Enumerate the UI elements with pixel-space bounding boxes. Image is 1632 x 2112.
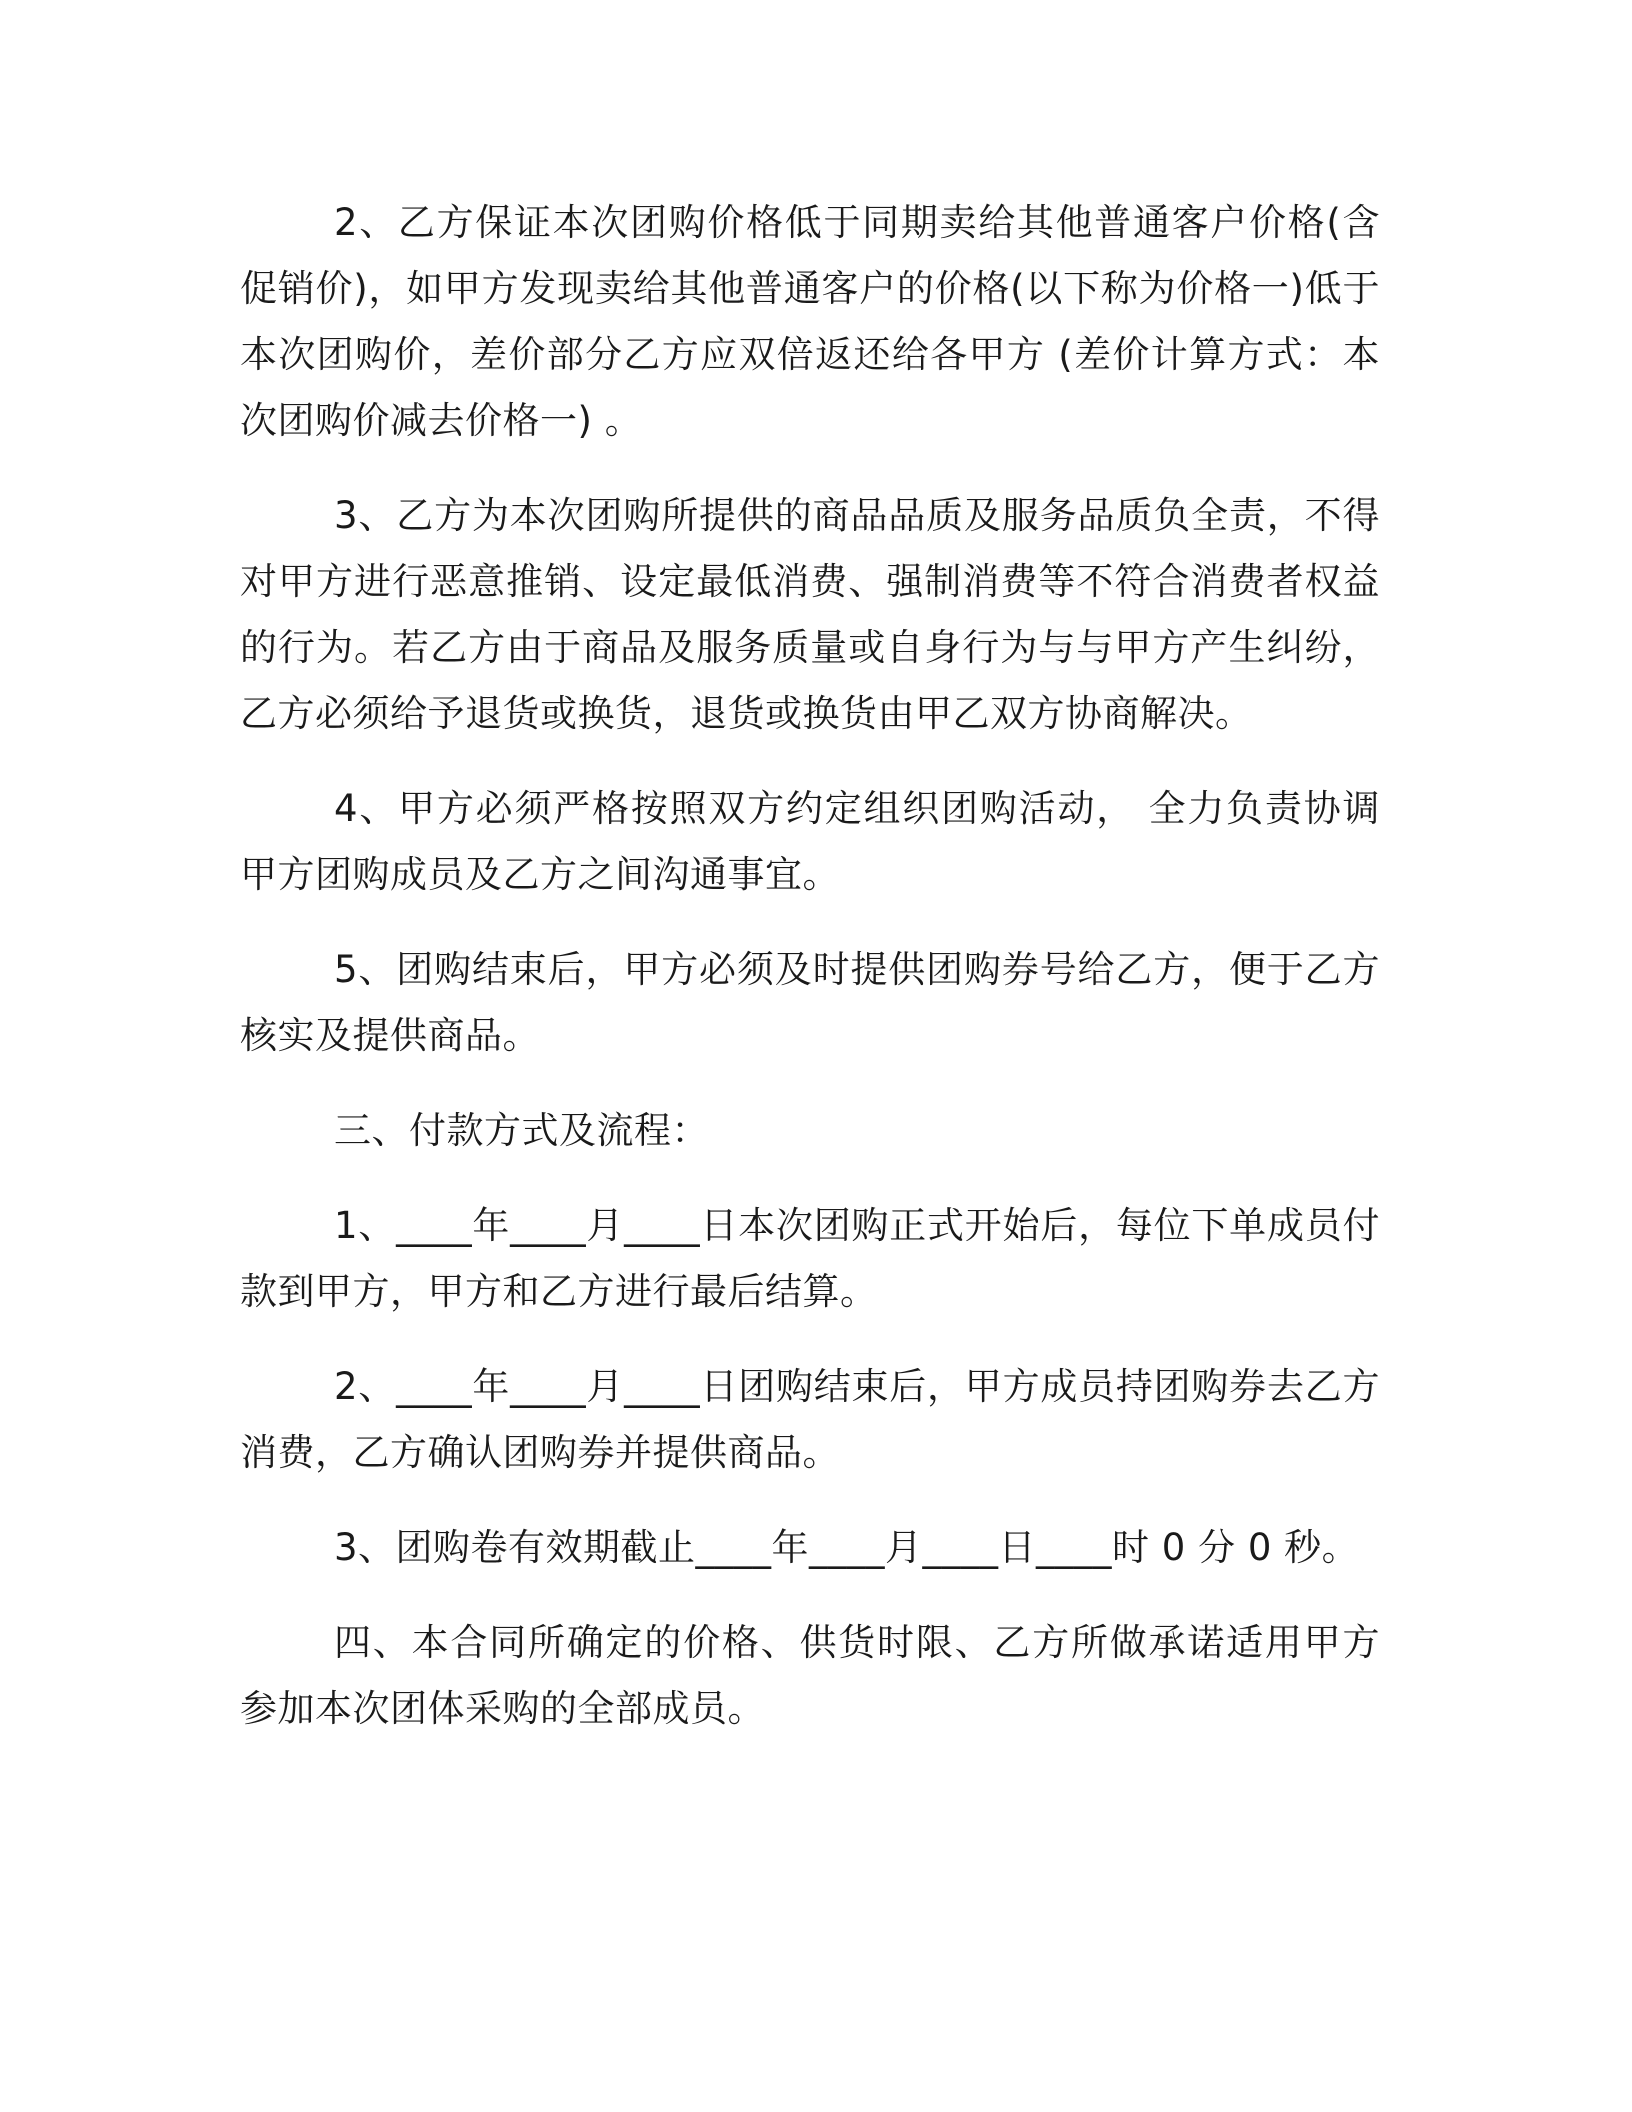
- clause-2-price-guarantee: 2、乙方保证本次团购价格低于同期卖给其他普通客户价格(含促销价)，如甲方发现卖给其他普通客户的价格(以下称为价格一)低于本次团购价，差价部分乙方应双倍返还给各甲方 (差价计算方式：本次团购价减去价格一) 。: [240, 201, 1380, 442]
- clause-3-quality-responsibility: 3、乙方为本次团购所提供的商品品质及服务品质负全责，不得对甲方进行恶意推销、设定最低消费、强制消费等不符合消费者权益的行为。若乙方由于商品及服务质量或自身行为与与甲方产生纠纷，乙方必须给予退货或换货，退货或换货由甲乙双方协商解决。: [240, 494, 1380, 735]
- clause-4-organize-group-buy: 4、甲方必须严格按照双方约定组织团购活动， 全力负责协调甲方团购成员及乙方之间沟通事宜。: [240, 787, 1380, 896]
- clause-5-provide-coupon-numbers: 5、团购结束后，甲方必须及时提供团购券号给乙方，便于乙方核实及提供商品。: [240, 948, 1380, 1057]
- section-heading-payment: 三、付款方式及流程：: [334, 1109, 709, 1152]
- payment-item-3: 3、团购卷有效期截止____年____月____日____时 0 分 0 秒。: [334, 1526, 1360, 1569]
- payment-item-2: 2、____年____月____日团购结束后，甲方成员持团购券去乙方消费，乙方确认团购券并提供商品。: [240, 1365, 1380, 1474]
- payment-item-1: 1、____年____月____日本次团购正式开始后，每位下单成员付款到甲方，甲方和乙方进行最后结算。: [240, 1204, 1380, 1313]
- section-four-applicability: 四、本合同所确定的价格、供货时限、乙方所做承诺适用甲方参加本次团体采购的全部成员。: [240, 1621, 1380, 1730]
- document-body: [240, 190, 1380, 1742]
